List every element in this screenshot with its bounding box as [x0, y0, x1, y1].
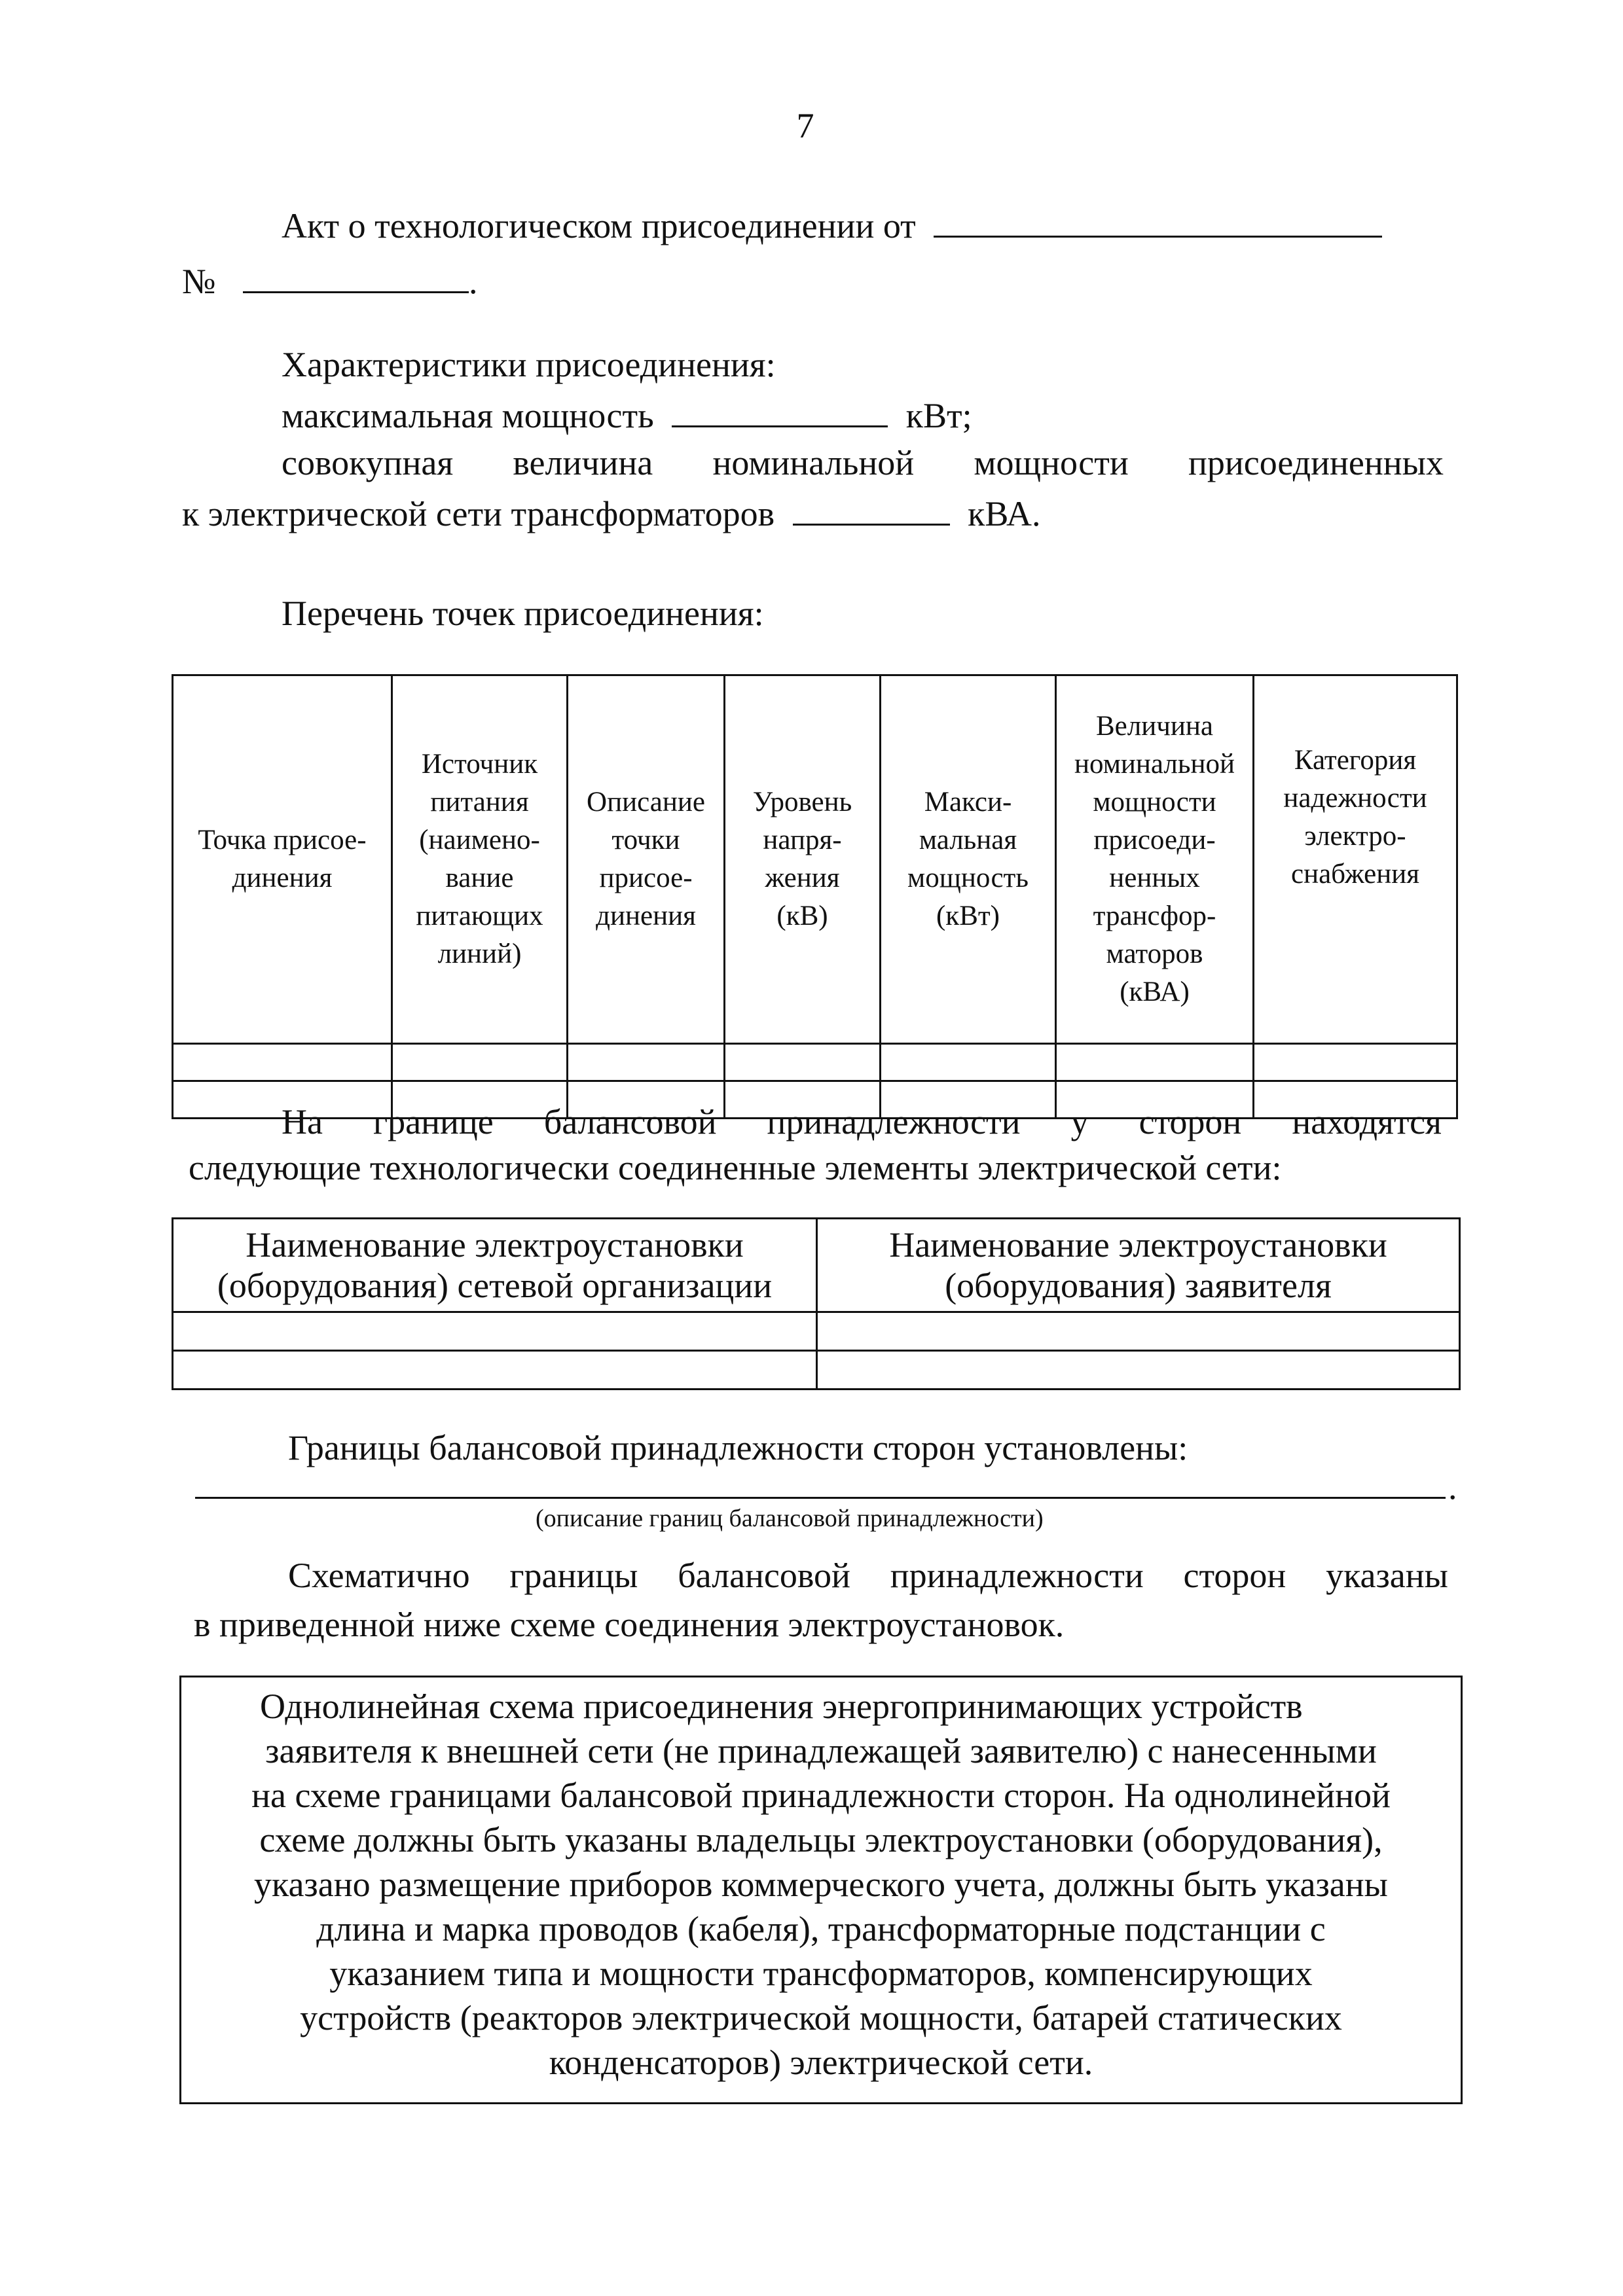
total-power-line2: [182, 491, 1041, 535]
scheme-text-line: устройств (реакторов электрической мощности, батарей статических: [300, 1998, 1342, 2037]
page-number: 7: [796, 106, 814, 145]
total-power-line1: [282, 442, 1444, 484]
scheme-text-line: схеме должны быть указаны владельцы электроустановки (оборудования),: [259, 1820, 1383, 1859]
points-heading: Перечень точек присоединения:: [282, 594, 764, 633]
table-row: [173, 1312, 1460, 1351]
col-header: Макси- мальная мощность (кВт): [881, 675, 1056, 1044]
max-power-blank: [672, 393, 888, 427]
schematic-word: принадлежности: [890, 1556, 1144, 1595]
col-header: Величина номинальной мощности присоеди- ненных трансфор- маторов (кВА): [1056, 675, 1254, 1044]
total-word: совокупная: [282, 443, 454, 482]
boundary-word: балансовой: [543, 1102, 717, 1141]
scheme-text-line: длина и марка проводов (кабеля), трансформаторные подстанции с: [316, 1909, 1326, 1948]
boundary-description-blank: [195, 1497, 1446, 1499]
boundary-word: сторон: [1139, 1102, 1242, 1141]
scheme-text-line: Однолинейная схема присоединения энергопринимающих устройств: [260, 1687, 1303, 1726]
connection-points-table: [172, 674, 1458, 1119]
schematic-word: указаны: [1326, 1556, 1448, 1595]
schematic-word: сторон: [1183, 1556, 1286, 1595]
table-header-row: [173, 675, 1457, 1044]
act-date-blank: [934, 203, 1382, 238]
act-number-blank: [243, 259, 469, 293]
total-power-blank: [793, 491, 950, 526]
schematic-para-line2: в приведенной ниже схеме соединения электроустановок.: [194, 1605, 1065, 1644]
table-row: [173, 1351, 1460, 1390]
boundary-elements-table: [172, 1217, 1461, 1390]
table-row: [173, 1044, 1457, 1081]
schematic-para-line1: [288, 1554, 1448, 1596]
schematic-word: границы: [509, 1556, 638, 1595]
schematic-word: балансовой: [678, 1556, 850, 1595]
act-title-text: Акт о технологическом присоединении от: [282, 206, 916, 245]
max-power-unit: кВт;: [905, 396, 972, 435]
col-header: Источник питания (наимено- вание питающих линий): [392, 675, 568, 1044]
scheme-text-line: заявителя к внешней сети (не принадлежащей заявителю) с нанесенными: [265, 1731, 1377, 1770]
col-header: Уровень напря- жения (кВ): [725, 675, 881, 1044]
total-power-unit: кВА.: [968, 494, 1041, 533]
act-title: [282, 203, 1382, 247]
boundary-word: границе: [373, 1102, 494, 1141]
table-cell[interactable]: [817, 1312, 1460, 1351]
table-cell[interactable]: [173, 1312, 817, 1351]
boundary-word: На: [282, 1102, 323, 1141]
col-header: Точка присое- динения: [173, 675, 392, 1044]
table-cell[interactable]: [881, 1044, 1056, 1081]
boundary-para-line2: следующие технологически соединенные элементы электрической сети:: [189, 1148, 1282, 1187]
characteristics-heading: Характеристики присоединения:: [282, 345, 776, 384]
table-cell[interactable]: [173, 1351, 817, 1390]
boundary-word: находятся: [1292, 1102, 1442, 1141]
table-cell[interactable]: [817, 1351, 1460, 1390]
scheme-text-line: указанием типа и мощности трансформаторов, компенсирующих: [329, 1954, 1313, 1993]
total-word: мощности: [974, 443, 1129, 482]
boundary-established: Границы балансовой принадлежности сторон установлены:: [288, 1428, 1188, 1467]
table-cell[interactable]: [1254, 1044, 1457, 1081]
total-word: присоединенных: [1188, 443, 1444, 482]
schematic-word: Схематично: [288, 1556, 470, 1595]
table-header-row: [173, 1219, 1460, 1312]
boundary-description-end: .: [1448, 1467, 1457, 1507]
act-number-label: №: [182, 262, 216, 301]
total-power-prefix: к электрической сети трансформаторов: [182, 494, 775, 533]
col-header: Наименование электроустановки (оборудования) сетевой организации: [173, 1219, 817, 1312]
act-number-line: [182, 259, 478, 302]
table-cell[interactable]: [1056, 1044, 1254, 1081]
act-number-end: .: [469, 262, 478, 301]
col-header: Описание точки присое- динения: [568, 675, 725, 1044]
boundary-para-line1: [282, 1101, 1442, 1143]
col-header: Наименование электроустановки (оборудования) заявителя: [817, 1219, 1460, 1312]
boundary-description-caption: (описание границ балансовой принадлежности): [536, 1505, 1044, 1532]
total-word: величина: [513, 443, 653, 482]
table-cell[interactable]: [568, 1044, 725, 1081]
max-power-label: максимальная мощность: [282, 396, 654, 435]
total-word: номинальной: [712, 443, 915, 482]
single-line-scheme-box: [179, 1676, 1463, 2104]
table-cell[interactable]: [173, 1044, 392, 1081]
scheme-text-line: указано размещение приборов коммерческого учета, должны быть указаны: [254, 1865, 1388, 1904]
table-cell[interactable]: [392, 1044, 568, 1081]
boundary-word: принадлежности: [767, 1102, 1021, 1141]
table-cell[interactable]: [725, 1044, 881, 1081]
scheme-text-line: конденсаторов) электрической сети.: [549, 2043, 1093, 2082]
scheme-text-line: на схеме границами балансовой принадлежности сторон. На однолинейной: [251, 1776, 1391, 1815]
max-power-line: [282, 393, 972, 437]
col-header: Категория надежности электро- снабжения: [1254, 675, 1457, 1044]
boundary-word: у: [1070, 1102, 1089, 1141]
